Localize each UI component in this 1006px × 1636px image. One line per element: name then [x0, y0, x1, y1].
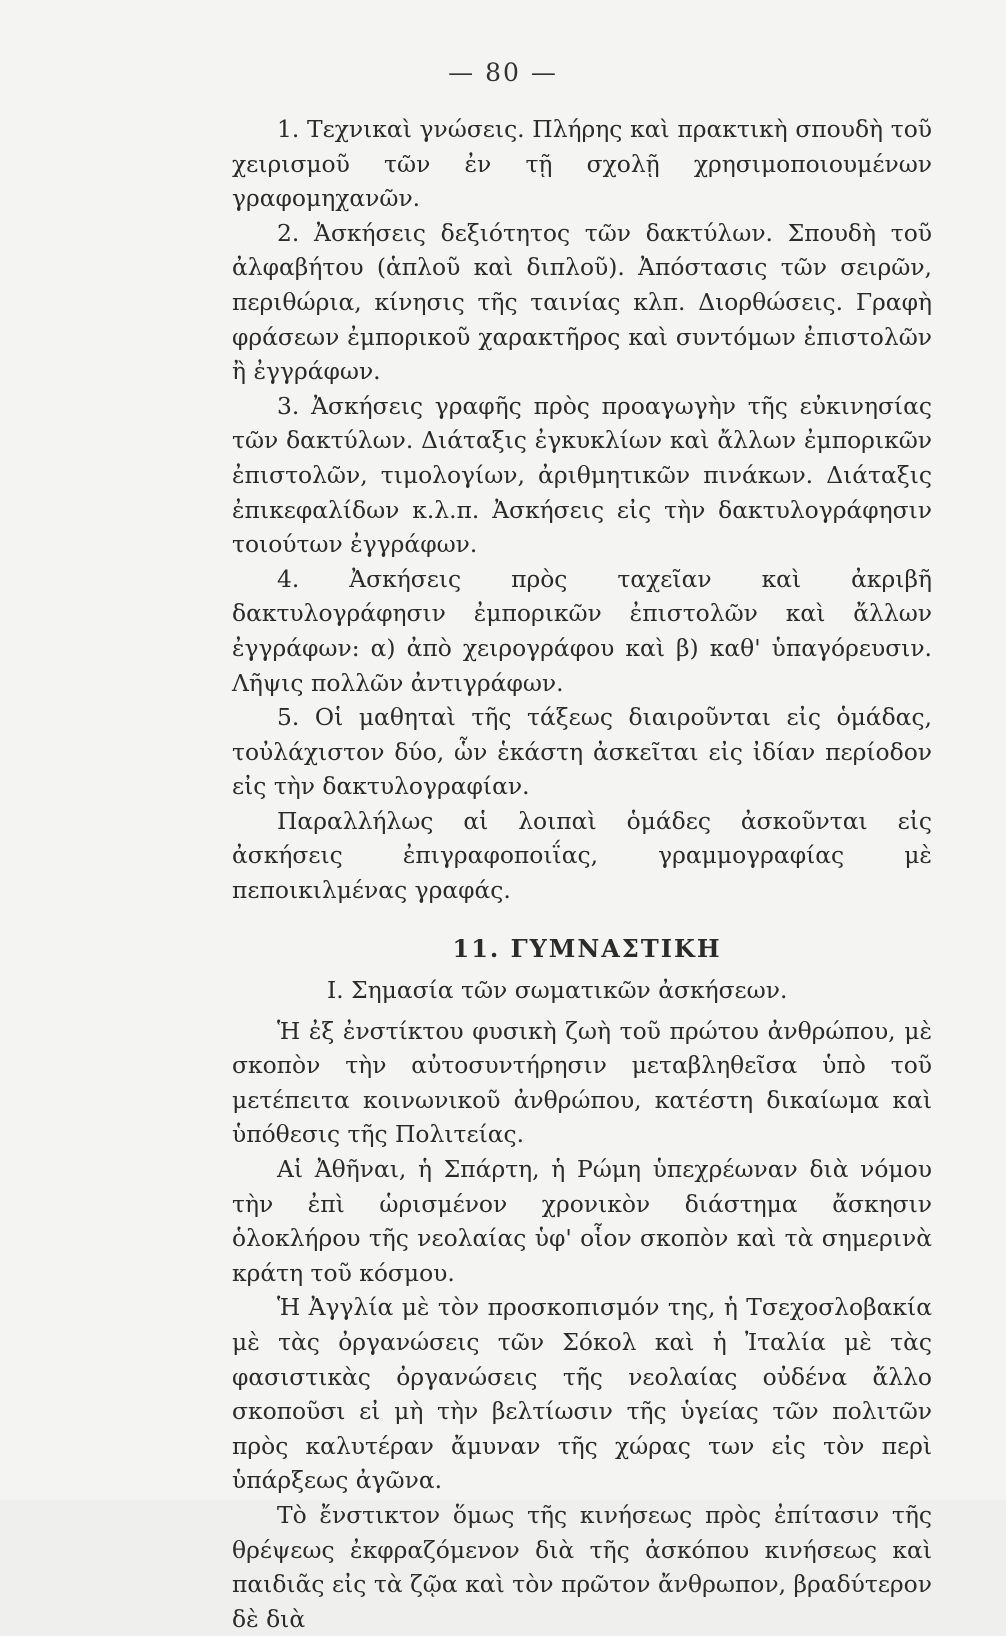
subsection-heading: I. Σημασία τῶν σωματικῶν ἀσκήσεων. — [327, 975, 788, 1004]
paragraph-technical-knowledge: 1. Τεχνικαὶ γνώσεις. Πλήρης καὶ πρακτικὴ σπουδὴ τοῦ χειρισμοῦ τῶν ἐν τῇ σχολῇ χρησιμοποιουμένων γραφομηχανῶν. — [232, 115, 932, 213]
section-heading: 11. ΓΥΜΝΑΣΤΙΚΗ — [452, 933, 722, 963]
page-number: — 80 — — [448, 58, 558, 87]
page-body — [232, 112, 932, 1636]
paragraph-writing-exercises: 3. Ἀσκήσεις γραφῆς πρὸς προαγωγὴν τῆς εὐκινησίας τῶν δακτύλων. Διάταξις ἐγκυκλίων καὶ ἄλλων ἐμπορικῶν ἐπιστολῶν, τιμολογίων, ἀριθμητικῶν πινάκων. Διάταξις ἐπικεφαλίδων κ.λ.π. Ἀσκήσεις εἰς τὴν δακτυλογράφησιν τοιούτων ἐγγράφων. — [232, 391, 932, 559]
paragraph-speed-typing: 4. Ἀσκήσεις πρὸς ταχεῖαν καὶ ἀκριβῆ δακτυλογράφησιν ἐμπορικῶν ἐπιστολῶν καὶ ἄλλων ἐγγράφων: α) ἀπὸ χειρογράφου καὶ β) καθ' ὑπαγόρευσιν. Λῆψις πολλῶν ἀντιγράφων. — [232, 564, 932, 697]
paragraph-parallel-groups: Παραλλήλως αἱ λοιπαὶ ὁμάδες ἀσκοῦνται εἰς ἀσκήσεις ἐπιγραφοποιΐας, γραμμογραφίας μὲ πεποικιλμένας γραφάς. — [232, 806, 932, 905]
paragraph-movement-instinct: Τὸ ἔνστικτον ὅμως τῆς κινήσεως πρὸς ἐπίτασιν τῆς θρέψεως ἐκφραζόμενον διὰ τῆς ἀσκόπου κινήσεως καὶ παιδιᾶς εἰς τὰ ζῷα καὶ τὸν πρῶτον ἄνθρωπον, βραδύτερον δὲ διὰ — [232, 1500, 932, 1633]
paragraph-ancient-states: Αἱ Ἀθῆναι, ἡ Σπάρτη, ἡ Ρώμη ὑπεχρέωναν διὰ νόμου τὴν ἐπὶ ὡρισμένον χρονικὸν διάστημα ἄσκησιν ὁλοκλήρου τῆς νεολαίας ὑφ' οἷον σκοπὸν καὶ τὰ σημερινὰ κράτη τοῦ κόσμου. — [232, 1155, 932, 1287]
paragraph-dexterity-exercises: 2. Ἀσκήσεις δεξιότητος τῶν δακτύλων. Σπουδὴ τοῦ ἀλφαβήτου (ἁπλοῦ καὶ διπλοῦ). Ἀπόστασις τῶν σειρῶν, περιθώρια, κίνησις τῆς ταινίας κλπ. Διορθώσεις. Γραφὴ φράσεων ἐμπορικοῦ χαρακτῆρος καὶ συντόμων ἐπιστολῶν ἢ ἐγγράφων. — [232, 218, 932, 386]
paragraph-modern-organizations: Ἡ Ἀγγλία μὲ τὸν προσκοπισμόν της, ἡ Τσεχοσλοβακία μὲ τὰς ὀργανώσεις τῶν Σόκολ καὶ ἡ Ἰταλία μὲ τὰς φασιστικὰς ὀργανώσεις τῆς νεολαίας οὐδένα ἄλλο σκοποῦσι εἰ μὴ τὴν βελτίωσιν τῆς ὑγείας τῶν πολιτῶν πρὸς καλυτέραν ἄμυναν τῆς χώρας των εἰς τὸν περὶ ὑπάρξεως ἀγῶνα. — [232, 1293, 932, 1495]
paragraph-instinct-life: Ἡ ἐξ ἐνστίκτου φυσικὴ ζωὴ τοῦ πρώτου ἀνθρώπου, μὲ σκοπὸν τὴν αὐτοσυντήρησιν μεταβληθεῖσα ὑπὸ τοῦ μετέπειτα κοινωνικοῦ ἀνθρώπου, κατέστη δικαίωμα καὶ ὑπόθεσις τῆς Πολιτείας. — [232, 1016, 932, 1149]
paragraph-student-groups: 5. Οἱ μαθηταὶ τῆς τάξεως διαιροῦνται εἰς ὁμάδας, τοὐλάχιστον δύο, ὧν ἑκάστη ἀσκεῖται εἰς ἰδίαν περίοδον εἰς τὴν δακτυλογραφίαν. — [232, 703, 932, 801]
